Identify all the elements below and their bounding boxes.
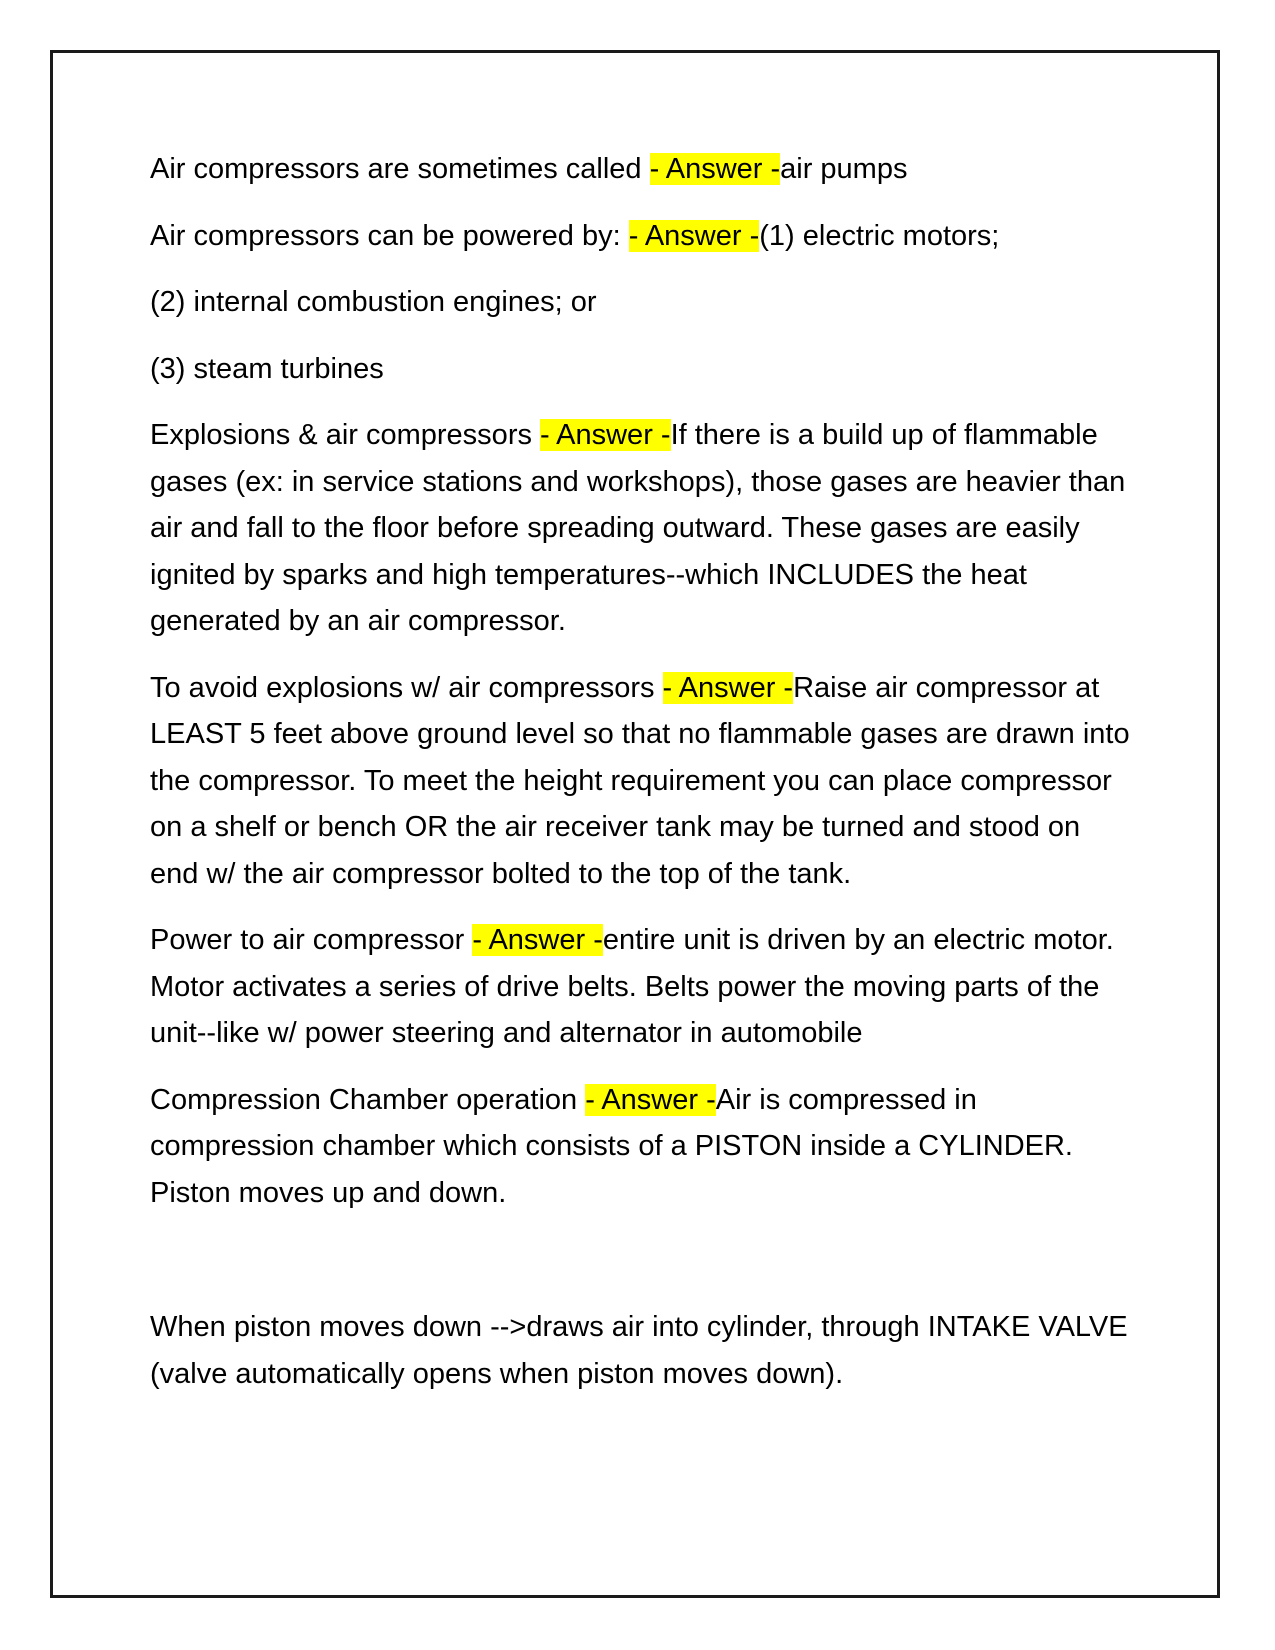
document-body [150,146,1130,1417]
question-text: Air compressors are sometimes called [150,153,650,185]
answer-text: If there is a build up of flammable gases (ex: in service stations and workshops), those gases are heavier than air and fall to the floor before spreading outward. These gases are easily ignited by sparks and high temperatures--which INCLUDES the heat generated by an air compressor. [150,419,1126,637]
answer-marker: - Answer - [472,924,603,956]
answer-text: Air is compressed in compression chamber which consists of a PISTON inside a CYLINDER. Piston moves up and down. [150,1083,1073,1209]
continuation-line-combustion [150,279,1130,326]
answer-text: (1) electric motors; [759,219,1000,252]
question-text: To avoid explosions w/ air compressors [150,671,663,704]
answer-marker: - Answer - [540,419,671,451]
answer-marker: - Answer - [628,219,760,252]
answer-marker: - Answer - [649,153,781,185]
qa-entry-compression-chamber [150,1077,1130,1217]
question-text: Explosions & air compressors [150,419,541,451]
continuation-text: (2) internal combustion engines; or [150,286,597,318]
continuation-text: When piston moves down -->draws air into cylinder, through INTAKE VALVE (valve automatically opens when piston moves down). [150,1311,1128,1390]
answer-marker: - Answer - [662,671,794,704]
qa-entry-power [150,917,1130,1057]
answer-text: entire unit is driven by an electric motor. Motor activates a series of drive belts. Belts power the moving parts of the unit--like w/ power steering and alternator in automobile [150,924,1114,1049]
question-text: Compression Chamber operation [150,1083,586,1116]
answer-marker: - Answer - [585,1083,716,1116]
question-text: Power to air compressor [150,924,473,956]
qa-entry-air-pumps [150,146,1130,193]
continuation-line-piston [150,1304,1130,1397]
continuation-line-turbines [150,346,1130,393]
question-text: Air compressors can be powered by: [150,219,629,252]
qa-entry-avoid-explosions [150,665,1130,898]
continuation-text: (3) steam turbines [150,352,384,385]
answer-text: Raise air compressor at LEAST 5 feet above ground level so that no flammable gases are drawn into the compressor. To meet the height requirement you can place compressor on a shelf or bench OR the air receiver tank may be turned and stood on end w/ the air compressor bolted to the top of the tank. [150,671,1130,890]
qa-entry-explosions [150,412,1130,645]
answer-text: air pumps [780,153,908,185]
qa-entry-powered-by [150,213,1130,260]
